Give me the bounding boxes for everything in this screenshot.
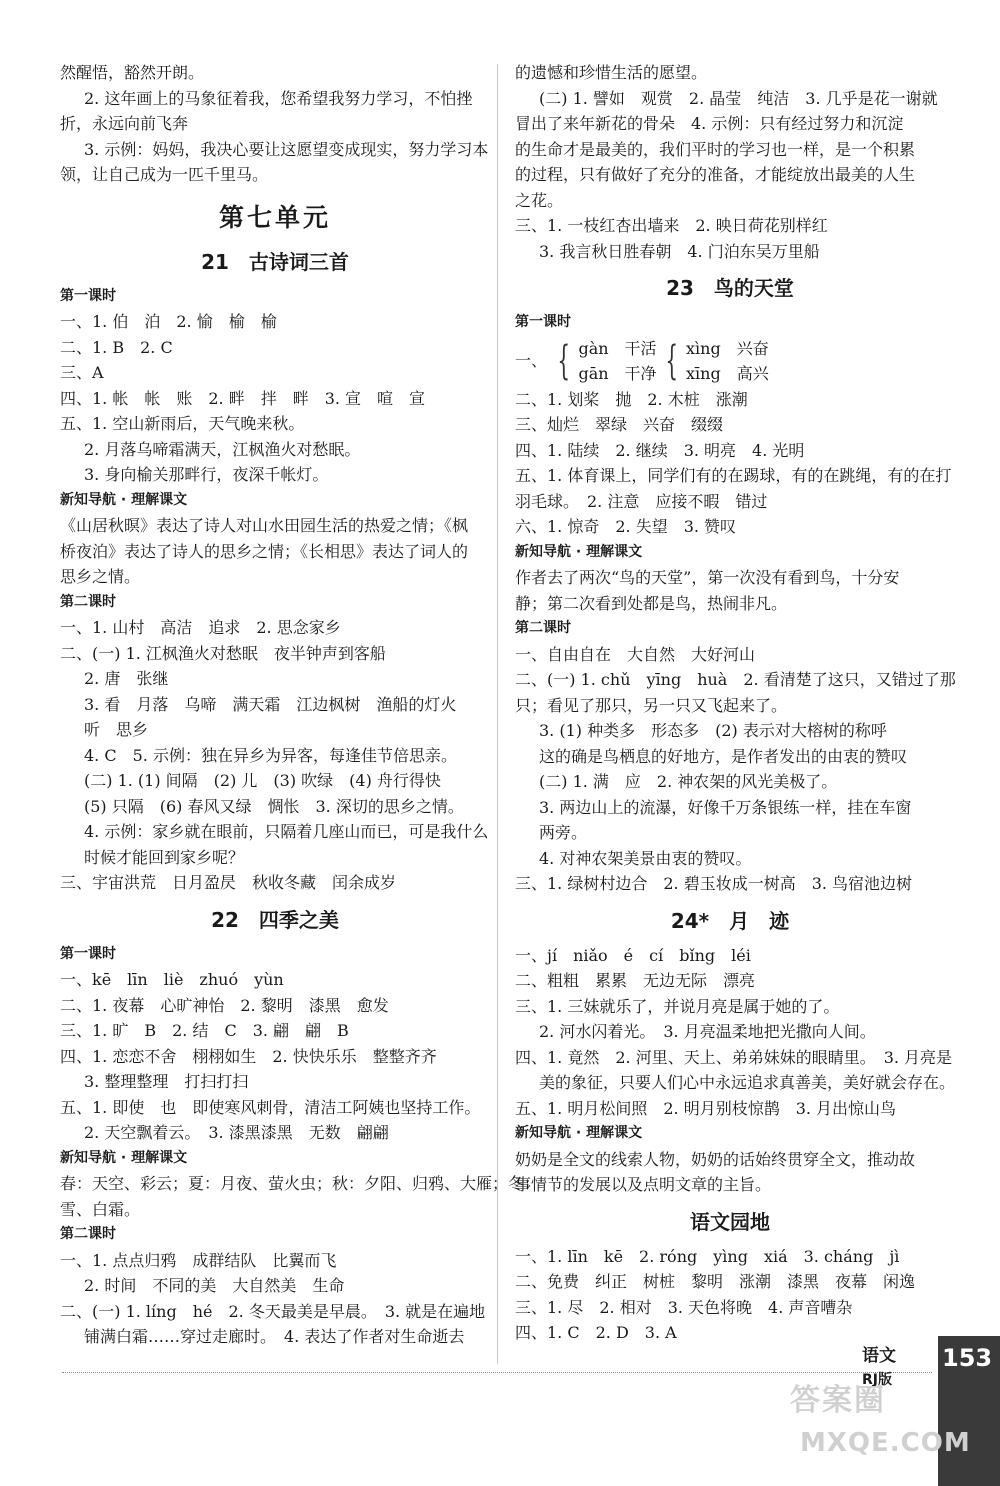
answer-line: 雪、白霜。 (60, 1199, 141, 1219)
answer-line: 三、灿烂 翠绿 兴奋 缀缀 (515, 415, 724, 434)
lesson-title: 23 鸟的天堂 (666, 276, 794, 300)
answer-line: 只；看见了那只，另一只又飞起来了。 (515, 695, 788, 715)
answer-line: 二、(一) 1. chǔ yīng huà 2. 看清楚了这只，又错过了那 (515, 670, 956, 689)
pinyin-word: xīng 高兴 (686, 364, 769, 383)
answer-line: 2. 月落乌啼霜满天，江枫渔火对愁眠。 (84, 439, 361, 459)
answer-line: 时候才能回到家乡呢？ (84, 847, 245, 867)
answer-line: 美的象征，只要人们心中永远追求真善美，美好就会存在。 (539, 1073, 956, 1092)
answer-line: 事情节的发展以及点明文章的主旨。 (515, 1175, 772, 1194)
answer-line: 二、粗粗 累累 无边无际 漂亮 (515, 971, 756, 990)
answer-line: 二、1. 夜幕 心旷神怡 2. 黎明 漆黑 愈发 (60, 995, 389, 1015)
answer-line: 的生命才是最美的，我们平时的学习也一样，是一个积累 (515, 139, 916, 159)
answer-line: 二、(一) 1. líng hé 2. 冬天最美是早晨。 3. 就是在遍地 (60, 1301, 486, 1321)
answer-line: 4. C 5. 示例：独在异乡为异客，每逢佳节倍思亲。 (84, 745, 457, 765)
page-number: 153 (942, 1344, 993, 1372)
answer-line: 听 思乡 (84, 720, 149, 739)
answer-line: (二) 1. 譬如 观赏 2. 晶莹 纯洁 3. 几乎是花一谢就 (539, 88, 938, 108)
answer-line: 3. 示例：妈妈，我决心要让这愿望变成现实，努力学习本 (84, 139, 489, 159)
watermark-url: MXQE.COM (800, 1428, 971, 1458)
answer-line: 二、免费 纠正 树桩 黎明 涨潮 漆黑 夜幕 闲逸 (515, 1272, 916, 1291)
answer-line: 一、jí niǎo é cí bǐng léi (515, 945, 751, 965)
answer-line: 3. 两边山上的流瀑，好像千万条银练一样，挂在车窗 (539, 797, 912, 817)
answer-line: 羽毛球。 2. 注意 应接不暇 错过 (515, 491, 768, 511)
answer-line: 五、1. 空山新雨后，天气晚来秋。 (60, 414, 305, 433)
answer-line: 的过程，只有做好了充分的准备，才能绽放出最美的人生 (515, 165, 916, 184)
answer-line: 一、1. 山村 高洁 追求 2. 思念家乡 (60, 618, 341, 637)
lesson-title: 21 古诗词三首 (201, 249, 349, 274)
unit-title: 第七单元 (218, 202, 331, 232)
answer-line: 二、1. B 2. C (60, 337, 173, 357)
section-heading: 第一课时 (60, 945, 116, 962)
answer-line: 作者去了两次“鸟的天堂”，第一次没有看到鸟，十分安 (515, 568, 900, 587)
answer-line: 思乡之情。 (60, 567, 141, 586)
answer-line: 一、自由自在 大自然 大好河山 (515, 644, 756, 664)
answer-line: 三、1. 绿树村边合 2. 碧玉妆成一树高 3. 鸟宿池边树 (515, 874, 913, 893)
answer-line: 3. (1) 种类多 形态多 (2) 表示对大榕树的称呼 (539, 721, 887, 740)
answer-line: 领，让自己成为一匹千里马。 (60, 165, 269, 184)
pinyin-word: gān 干净 (578, 364, 657, 383)
answer-line: 五、1. 即使 也 即使寒风刺骨，清洁工阿姨也坚持工作。 (60, 1097, 481, 1117)
answer-line: 奶奶是全文的线索人物，奶奶的话始终贯穿全文，推动故 (515, 1149, 916, 1169)
pinyin-word: xìng 兴奋 (686, 338, 769, 358)
answer-line: 冒出了来年新花的骨朵 4. 示例：只有经过努力和沉淀 (515, 114, 904, 133)
lesson-title: 24* 月 迹 (670, 908, 790, 933)
answer-line: 的遗憾和珍惜生活的愿望。 (515, 63, 708, 82)
answer-line: 一、1. 点点归鸦 成群结队 比翼而飞 (60, 1250, 337, 1270)
answer-line: 这的确是鸟栖息的好地方，是作者发出的由衷的赞叹 (539, 746, 908, 766)
page-number-tab (938, 1336, 1000, 1486)
answer-line: 四、1. 帐 帐 账 2. 畔 拌 畔 3. 宣 喧 宣 (60, 388, 426, 408)
footer-rule (62, 1372, 932, 1373)
answer-line: 3. 我言秋日胜春朝 4. 门泊东吴万里船 (539, 241, 820, 261)
answer-line: 一、1. 伯 泊 2. 愉 榆 榆 (60, 312, 277, 331)
answer-line: 3. 看 月落 乌啼 满天霜 江边枫树 渔船的灯火 (84, 694, 457, 714)
section-heading: 新知导航 · 理解课文 (515, 1125, 643, 1141)
answer-line: 二、(一) 1. 江枫渔火对愁眠 夜半钟声到客船 (60, 643, 386, 663)
answer-line: 2. 唐 张继 (84, 669, 169, 688)
answer-line: 三、1. 尽 2. 相对 3. 天色将晚 4. 声音嘈杂 (515, 1297, 853, 1317)
answer-line: 折，永远向前飞奔 (60, 114, 189, 133)
answer-line: 四、1. 恋恋不舍 栩栩如生 2. 快快乐乐 整整齐齐 (60, 1046, 437, 1066)
answer-line: 4. 对神农架美景由衷的赞叹。 (539, 848, 752, 868)
brace-icon: { (557, 337, 571, 384)
answer-label: 一、 (515, 351, 548, 371)
pinyin-word: gàn 干活 (578, 338, 657, 358)
answer-line: 一、1. līn kē 2. róng yìng xiá 3. cháng jì (515, 1246, 900, 1266)
answer-line: 四、1. 竟然 2. 河里、天上、弟弟妹妹的眼睛里。 3. 月亮是 (515, 1047, 953, 1067)
edition-label: RJ版 (862, 1372, 892, 1388)
answer-line: 铺满白霜……穿过走廊时。 4. 表达了作者对生命逝去 (84, 1327, 465, 1346)
answer-line: 三、1. 三妹就乐了，并说月亮是属于她的了。 (515, 996, 840, 1016)
column-divider (497, 64, 498, 1364)
answer-line: 春：天空、彩云；夏：月夜、萤火虫；秋：夕阳、归鸦、大雁；冬： (60, 1174, 541, 1193)
answer-line: (5) 只隔 (6) 春风又绿 惆怅 3. 深切的思乡之情。 (84, 796, 464, 816)
answer-line: 六、1. 惊奇 2. 失望 3. 赞叹 (515, 517, 737, 536)
answer-line: (二) 1. 满 应 2. 神农架的风光美极了。 (539, 772, 838, 791)
answer-line: 四、1. 陆续 2. 继续 3. 明亮 4. 光明 (515, 440, 805, 460)
answer-line: 2. 河水闪着光。 3. 月亮温柔地把光撒向人间。 (539, 1022, 876, 1041)
section-heading: 第二课时 (60, 593, 116, 610)
pinyin-group (686, 336, 769, 387)
right-column (515, 60, 956, 1346)
answer-line: 五、1. 体育课上，同学们有的在踢球，有的在跳绳，有的在打 (515, 466, 952, 485)
subject-label: 语文 (862, 1346, 896, 1366)
answer-line: 三、1. 旷 B 2. 结 C 3. 翩 翩 B (60, 1021, 349, 1040)
answer-line: 3. 身向榆关那畔行，夜深千帐灯。 (84, 465, 329, 484)
answer-line: 之花。 (515, 190, 564, 210)
answer-line: 两旁。 (539, 823, 588, 842)
section-heading: 第一课时 (60, 287, 116, 304)
answer-line: 四、1. C 2. D 3. A (515, 1323, 677, 1342)
answer-line: 《山居秋暝》表达了诗人对山水田园生活的热爱之情；《枫 (60, 516, 469, 535)
bracket-answer (515, 336, 945, 387)
section-heading: 新知导航 · 理解课文 (60, 1149, 188, 1166)
section-heading: 第二课时 (515, 620, 571, 636)
answer-line: 一、kē līn liè zhuó yùn (60, 970, 284, 989)
section-heading: 第一课时 (515, 314, 571, 330)
answer-line: 三、A (60, 363, 104, 382)
section-heading: 新知导航 · 理解课文 (515, 543, 643, 560)
answer-line: 静；第二次看到处都是鸟，热闹非凡。 (515, 593, 788, 613)
lesson-title: 语文园地 (690, 1209, 770, 1234)
answer-line: 桥夜泊》表达了诗人的思乡之情；《长相思》表达了词人的 (60, 541, 469, 561)
answer-line: 五、1. 明月松间照 2. 明月别枝惊鹊 3. 月出惊山鸟 (515, 1098, 897, 1118)
section-heading: 第二课时 (60, 1226, 116, 1242)
answer-line: 2. 这年画上的马象征着我，您希望我努力学习，不怕挫 (84, 88, 473, 108)
answer-line: (二) 1. (1) 间隔 (2) 儿 (3) 吹绿 (4) 舟行得快 (84, 771, 441, 790)
watermark-logo: 答案圈 (790, 1383, 886, 1418)
pinyin-group (578, 336, 656, 387)
lesson-title: 22 四季之美 (211, 907, 339, 932)
answer-line: 2. 天空飘着云。 3. 漆黑漆黑 无数 翩翩 (84, 1123, 389, 1142)
answer-line: 2. 时间 不同的美 大自然美 生命 (84, 1276, 345, 1295)
brace-icon: { (664, 337, 678, 384)
answer-line: 三、宇宙洪荒 日月盈昃 秋收冬藏 闰余成岁 (60, 873, 397, 892)
answer-line: 4. 示例：家乡就在眼前，只隔着几座山而已，可是我什么 (84, 822, 489, 841)
section-heading: 新知导航 · 理解课文 (60, 491, 188, 508)
answer-line: 二、1. 划桨 抛 2. 木桩 涨潮 (515, 389, 748, 409)
answer-line: 3. 整理整理 打扫打扫 (84, 1072, 249, 1091)
answer-line: 然醒悟，豁然开朗。 (60, 63, 205, 82)
answer-line: 三、1. 一枝红杏出墙来 2. 映日荷花别样红 (515, 216, 828, 235)
